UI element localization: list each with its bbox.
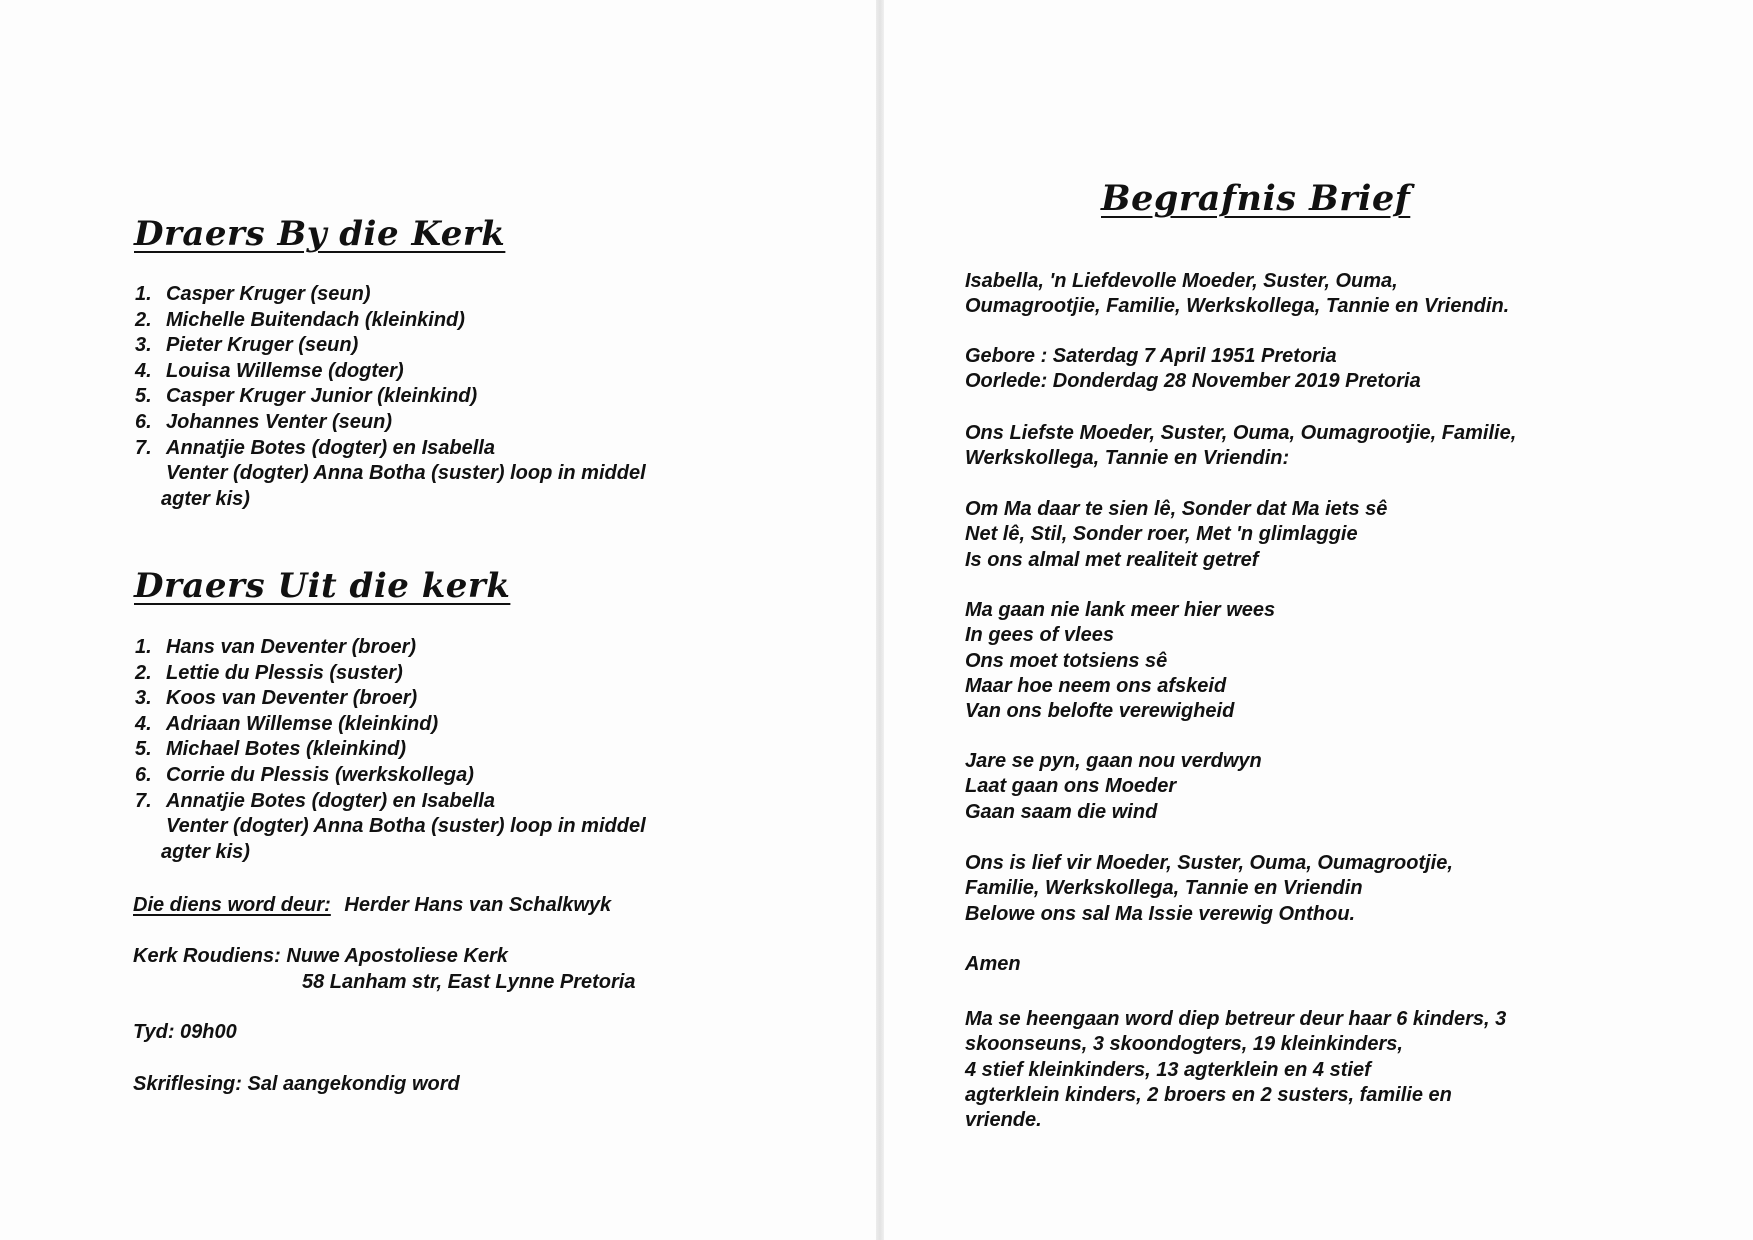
reading-text: Skriflesing: Sal aangekondig word [133,1073,460,1095]
list-item: 5. Casper Kruger Junior (kleinkind) [135,385,478,408]
poem-stanza-1: Om Ma daar te sien lê, Sonder dat Ma iets sê Net lê, Stil, Sonder roer, Met 'n glimlaggie Is ons almal met realiteit getref [965,498,1388,571]
paragraph-mourners: Ma se heengaan word diep betreur deur haar 6 kinders, 3 skoonseuns, 3 skoondogters, 19 kleinkinders, 4 stief kleinkinders, 13 agterklein en 4 stief agterklein kinders, 2 broers en 2 susters, familie en vriende. [965,1008,1507,1132]
list-item: 5. Michael Botes (kleinkind) [135,738,407,761]
list-item: 2. Michelle Buitendach (kleinkind) [135,308,465,331]
poem-stanza-4: Ons is lief vir Moeder, Suster, Ouma, Oumagrootjie, Familie, Werkskollega, Tannie en Vriendin Belowe ons sal Ma Issie verewig Onthou. [965,852,1453,925]
time-text: Tyd: 09h00 [133,1021,237,1043]
church-address: 58 Lanham str, East Lynne Pretoria [302,971,636,993]
list-item: 3. Koos van Deventer (broer) [135,687,418,710]
pallbearers-out-list [135,635,646,865]
funeral-letter-heading: Begrafnis Brief [1101,178,1411,219]
list-item: 6. Corrie du Plessis (werkskollega) [135,763,474,786]
poem-stanza-3: Jare se pyn, gaan nou verdwyn Laat gaan ons Moeder Gaan saam die wind [965,750,1262,823]
church-line [133,944,635,995]
pallbearers-church-heading: Draers By die Kerk [134,214,506,254]
list-item: 7. Annatjie Botes (dogter) en Isabella Venter (dogter) Anna Botha (suster) loop in middel agter kis) [135,436,646,510]
list-item: 6. Johannes Venter (seun) [135,410,392,433]
service-label: Die diens word deur: [133,894,331,916]
left-page [0,0,876,1240]
list-item: 1. Casper Kruger (seun) [135,283,371,305]
list-item: 2. Lettie du Plessis (suster) [135,661,403,684]
church-label: Kerk Roudiens: [133,945,281,967]
service-value: Herder Hans van Schalkwyk [344,894,612,916]
list-item: 3. Pieter Kruger (seun) [135,334,359,357]
church-value: Nuwe Apostoliese Kerk [286,945,508,967]
list-item: 4. Adriaan Willemse (kleinkind) [135,712,439,735]
pallbearers-church-list [135,282,646,512]
paragraph-dear: Ons Liefste Moeder, Suster, Ouma, Oumagrootjie, Familie, Werkskollega, Tannie en Vriendin: [965,422,1517,470]
page-fold [876,0,884,1240]
pallbearers-out-heading: Draers Uit die kerk [134,566,511,606]
list-item: 4. Louisa Willemse (dogter) [135,359,404,382]
service-line [133,893,611,918]
paragraph-dates: Gebore : Saterdag 7 April 1951 Pretoria Oorlede: Donderdag 28 November 2019 Pretoria [965,345,1421,393]
amen-text: Amen [965,953,1021,975]
poem-stanza-2: Ma gaan nie lank meer hier wees In gees of vlees Ons moet totsiens sê Maar hoe neem ons afskeid Van ons belofte verewigheid [965,599,1276,723]
list-item: 1. Hans van Deventer (broer) [135,636,417,658]
paragraph-intro: Isabella, 'n Liefdevolle Moeder, Suster, Ouma, Oumagrootjie, Familie, Werkskollega, Tannie en Vriendin. [965,270,1510,318]
list-item: 7. Annatjie Botes (dogter) en Isabella Venter (dogter) Anna Botha (suster) loop in middel agter kis) [135,789,646,863]
